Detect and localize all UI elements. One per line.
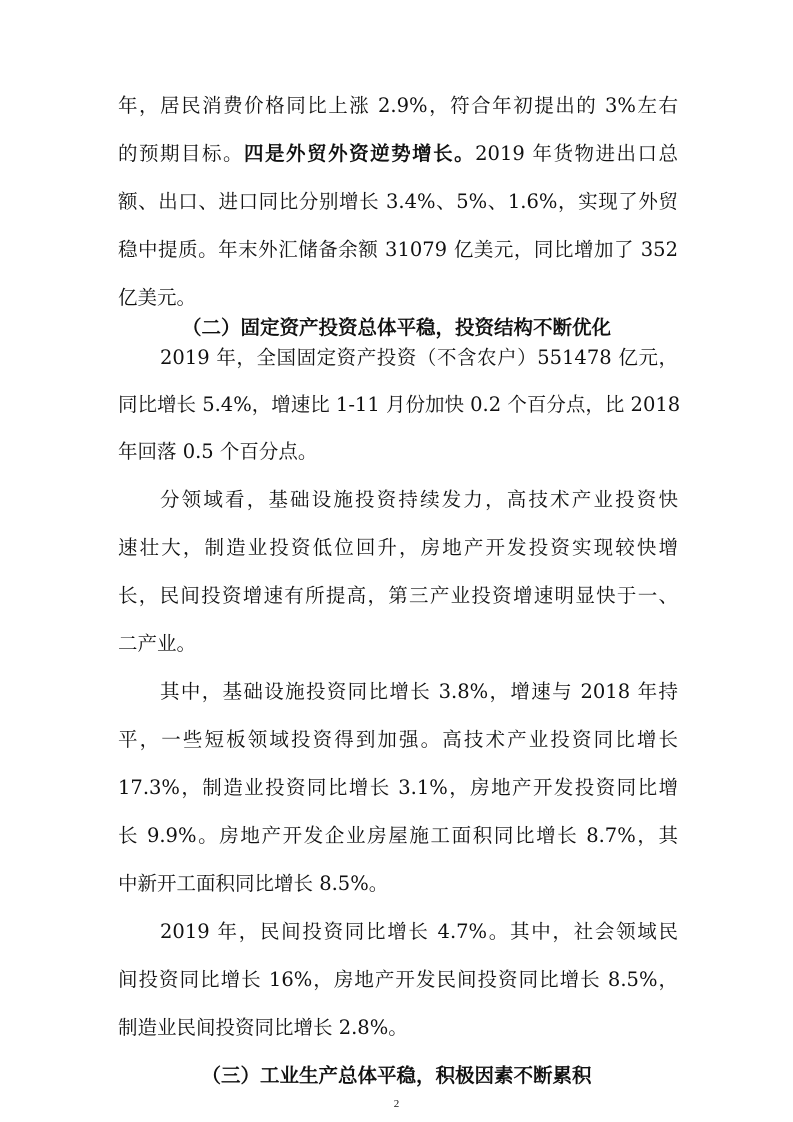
text-run: 2019 年货物进出口总 <box>475 142 678 165</box>
paragraph-line: 二产业。 <box>118 632 197 655</box>
section-heading: （二）固定资产投资总体平稳，投资结构不断优化 <box>181 316 611 339</box>
paragraph-line: 亿美元。 <box>118 286 197 309</box>
paragraph-line: 分领域看，基础设施投资持续发力，高技术产业投资快 <box>160 488 678 511</box>
section-heading: （三）工业生产总体平稳，积极因素不断累积 <box>201 1064 592 1087</box>
paragraph-line <box>118 142 678 166</box>
paragraph-line: 间投资同比增长 16%，房地产开发民间投资同比增长 8.5%， <box>118 968 678 991</box>
paragraph-line: 17.3%，制造业投资同比增长 3.1%，房地产开发投资同比增 <box>118 776 678 799</box>
paragraph-line: 额、出口、进口同比分别增长 3.4%、5%、1.6%，实现了外贸 <box>118 190 678 213</box>
paragraph-line: 2019 年，民间投资同比增长 4.7%。其中，社会领域民 <box>160 920 678 943</box>
paragraph-line: 长，民间投资增速有所提高，第三产业投资增速明显快于一、 <box>118 584 678 607</box>
paragraph-line: 同比增长 5.4%，增速比 1-11 月份加快 0.2 个百分点，比 2018 <box>118 393 681 416</box>
paragraph-line: 速壮大，制造业投资低位回升，房地产开发投资实现较快增 <box>118 536 678 559</box>
paragraph-line: 稳中提质。年末外汇储备余额 31079 亿美元，同比增加了 352 <box>118 238 678 261</box>
bold-highlight: 四是外贸外资逆势增长。 <box>244 142 476 165</box>
paragraph-line: 制造业民间投资同比增长 2.8%。 <box>118 1016 408 1039</box>
paragraph-line: 年，居民消费价格同比上涨 2.9%，符合年初提出的 3%左右 <box>118 94 678 117</box>
paragraph-line: 中新开工面积同比增长 8.5%。 <box>118 872 389 895</box>
paragraph-line: 长 9.9%。房地产开发企业房屋施工面积同比增长 8.7%，其 <box>118 824 678 847</box>
paragraph-line: 其中，基础设施投资同比增长 3.8%，增速与 2018 年持 <box>160 680 678 703</box>
text-run: 的预期目标。 <box>118 142 245 165</box>
paragraph-line: 平，一些短板领域投资得到加强。高技术产业投资同比增长 <box>118 728 678 751</box>
page-number: 2 <box>393 1098 400 1110</box>
paragraph-line: 年回落 0.5 个百分点。 <box>118 440 318 463</box>
paragraph-line: 2019 年，全国固定资产投资（不含农户）551478 亿元， <box>160 346 678 369</box>
